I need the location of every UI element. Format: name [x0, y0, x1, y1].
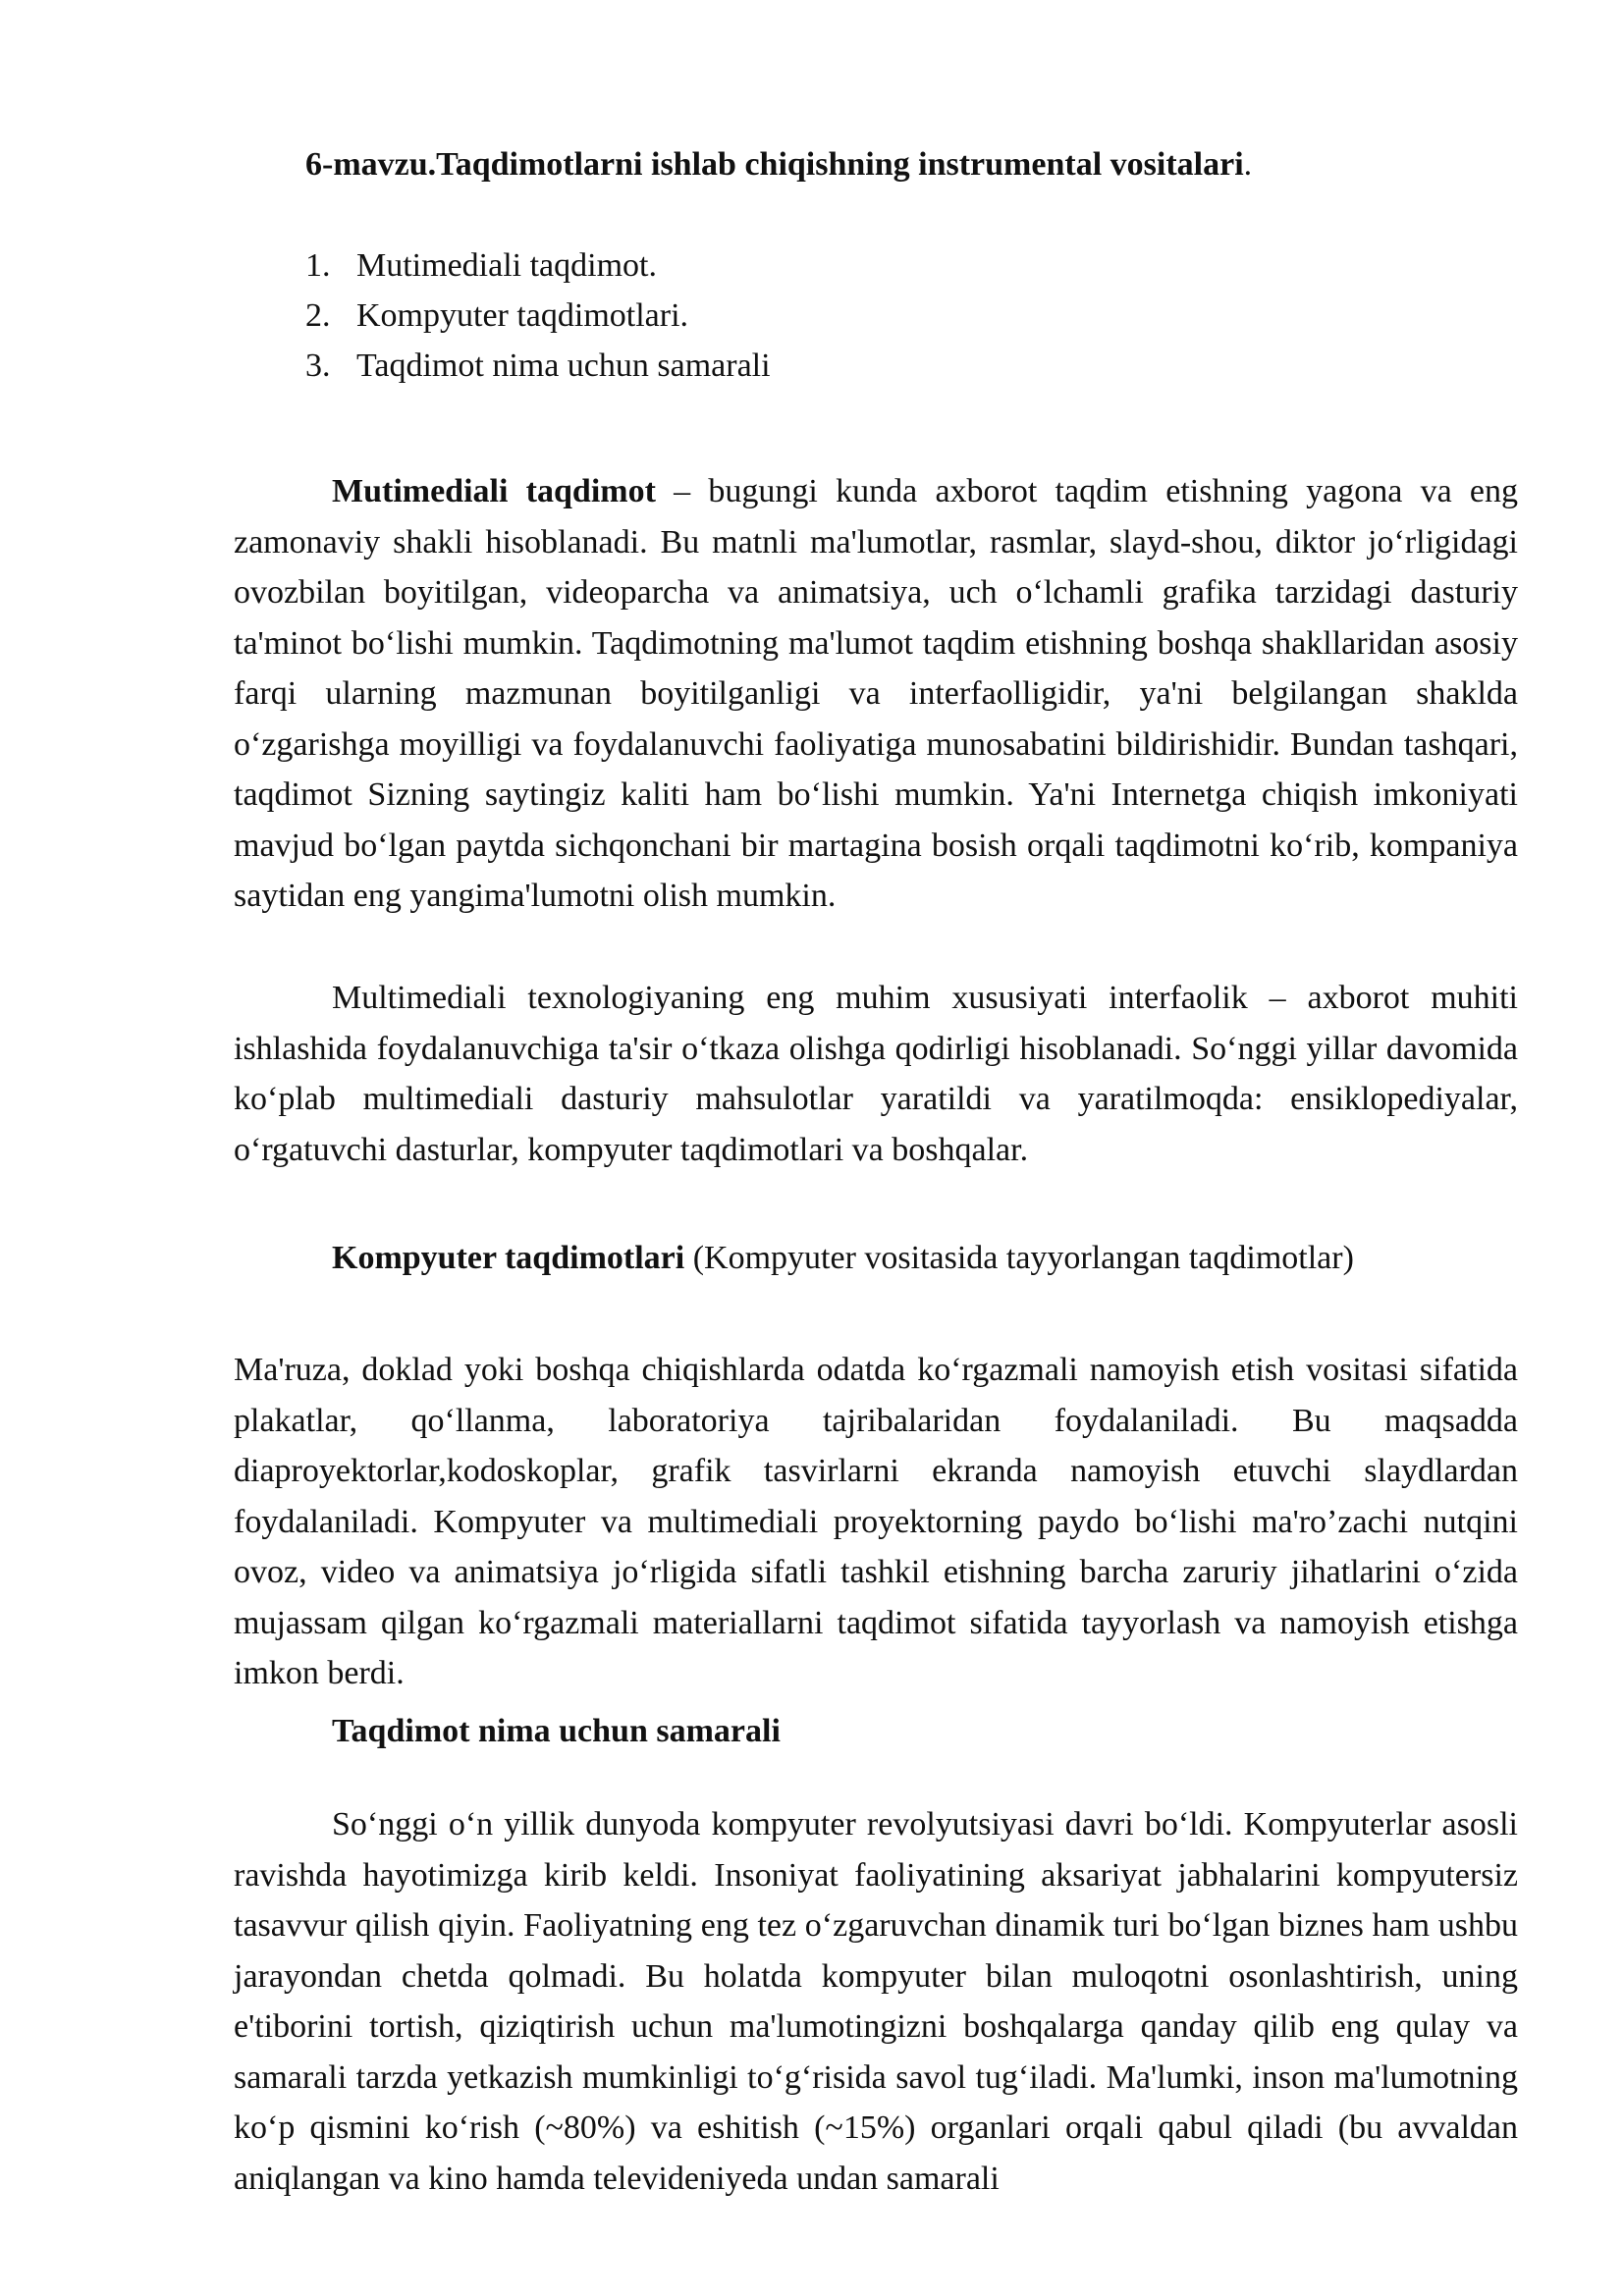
topic-list	[305, 240, 771, 391]
paragraph-text: Multimediali texnologiyaning eng muhim xususiyati interfaolik – axborot muhiti ishlashida foydalanuvchiga ta'sir o‘tkaza olishga qodirligi hisoblanadi. So‘nggi yillar davomida ko‘plab multimediali dasturiy mahsulotlar yaratildi va yaratilmoqda: ensiklopediyalar, o‘rgatuvchi dasturlar, kompyuter taqdimotlari va boshqalar.	[234, 980, 1518, 1168]
section-heading-computer-presentations	[332, 1233, 1354, 1283]
topic-text: Mutimediali taqdimot.	[356, 247, 657, 284]
section-heading-bold: Taqdimot nima uchun samarali	[332, 1713, 781, 1749]
topic-text: Kompyuter taqdimotlari.	[356, 297, 689, 334]
page-title	[305, 139, 1252, 189]
paragraph-interactivity	[234, 973, 1518, 1175]
section-heading-tail: (Kompyuter vositasida tayyorlangan taqdimotlar)	[684, 1240, 1354, 1276]
paragraph-multimedia-presentation	[234, 466, 1518, 922]
topic-list-item	[305, 341, 771, 391]
paragraph-text: Ma'ruza, doklad yoki boshqa chiqishlarda odatda ko‘rgazmali namoyish etish vositasi sifatida plakatlar, qo‘llanma, laboratoriya tajribalaridan foydalaniladi. Bu maqsadda diaproyektorlar,kodoskoplar, grafik tasvirlarni ekranda namoyish etuvchi slaydlardan foydalaniladi. Kompyuter va multimediali proyektorning paydo bo‘lishi ma'ro’zachi nutqini ovoz, video va animatsiya jo‘rligida sifatli tashkil etishning barcha zaruriy jihatlarini o‘zida mujassam qilgan ko‘rgazmali materiallarni taqdimot sifatida tayyorlash va namoyish etishga imkon berdi.	[234, 1352, 1518, 1691]
paragraph-text: So‘nggi o‘n yillik dunyoda kompyuter revolyutsiyasi davri bo‘ldi. Kompyuterlar asosli ravishda hayotimizga kirib keldi. Insoniyat faoliyatining aksariyat jabhalarini kompyutersiz tasavvur qilish qiyin. Faoliyatning eng tez o‘zgaruvchan dinamik turi bo‘lgan biznes ham ushbu jarayondan chetda qolmadi. Bu holatda kompyuter bilan muloqotni osonlashtirish, uning e'tiborini tortish, qiziqtirish uchun ma'lumotingizni boshqalarga qanday qilib eng qulay va samarali tarzda yetkazish mumkinligi to‘g‘risida savol tug‘iladi. Ma'lumki, inson ma'lumotning ko‘p qismini ko‘rish (~80%) va eshitish (~15%) organlari orqali qabul qiladi (bu avvaldan aniqlangan va kino hamda televideniyeda undan samarali	[234, 1806, 1518, 2197]
page-title-tail: .	[1243, 146, 1253, 183]
term-multimedia-presentation: Mutimediali taqdimot	[332, 473, 656, 509]
topic-number: 2.	[305, 297, 331, 334]
section-heading-bold: Kompyuter taqdimotlari	[332, 1240, 685, 1276]
topic-number: 3.	[305, 347, 331, 384]
topic-text: Taqdimot nima uchun samarali	[356, 347, 771, 384]
topic-list-item	[305, 240, 771, 291]
page-title-bold: 6-mavzu.Taqdimotlarni ishlab chiqishning instrumental vositalari	[305, 146, 1244, 183]
topic-number: 1.	[305, 247, 331, 284]
paragraph-computer-presentations	[234, 1345, 1518, 1699]
paragraph-text: – bugungi kunda axborot taqdim etishning yagona va eng zamonaviy shakli hisoblanadi. Bu matnli ma'lumotlar, rasmlar, slayd-shou, diktor jo‘rligidagi ovozbilan boyitilgan, videoparcha va animatsiya, uch o‘lchamli grafika tarzidagi dasturiy ta'minot bo‘lishi mumkin. Taqdimotning ma'lumot taqdim etishning boshqa shakllaridan asosiy farqi ularning mazmunan boyitilganligi va interfaolligidir, ya'ni belgilangan shaklda o‘zgarishga moyilligi va foydalanuvchi faoliyatiga munosabatini bildirishidir. Bundan tashqari, taqdimot Sizning saytingiz kaliti ham bo‘lishi mumkin. Ya'ni Internetga chiqish imkoniyati mavjud bo‘lgan paytda sichqonchani bir martagina bosish orqali taqdimotni ko‘rib, kompaniya saytidan eng yangima'lumotni olish mumkin.	[234, 473, 1518, 914]
section-heading-effectiveness	[332, 1706, 781, 1756]
paragraph-effectiveness	[234, 1799, 1518, 2204]
topic-list-item	[305, 291, 771, 341]
